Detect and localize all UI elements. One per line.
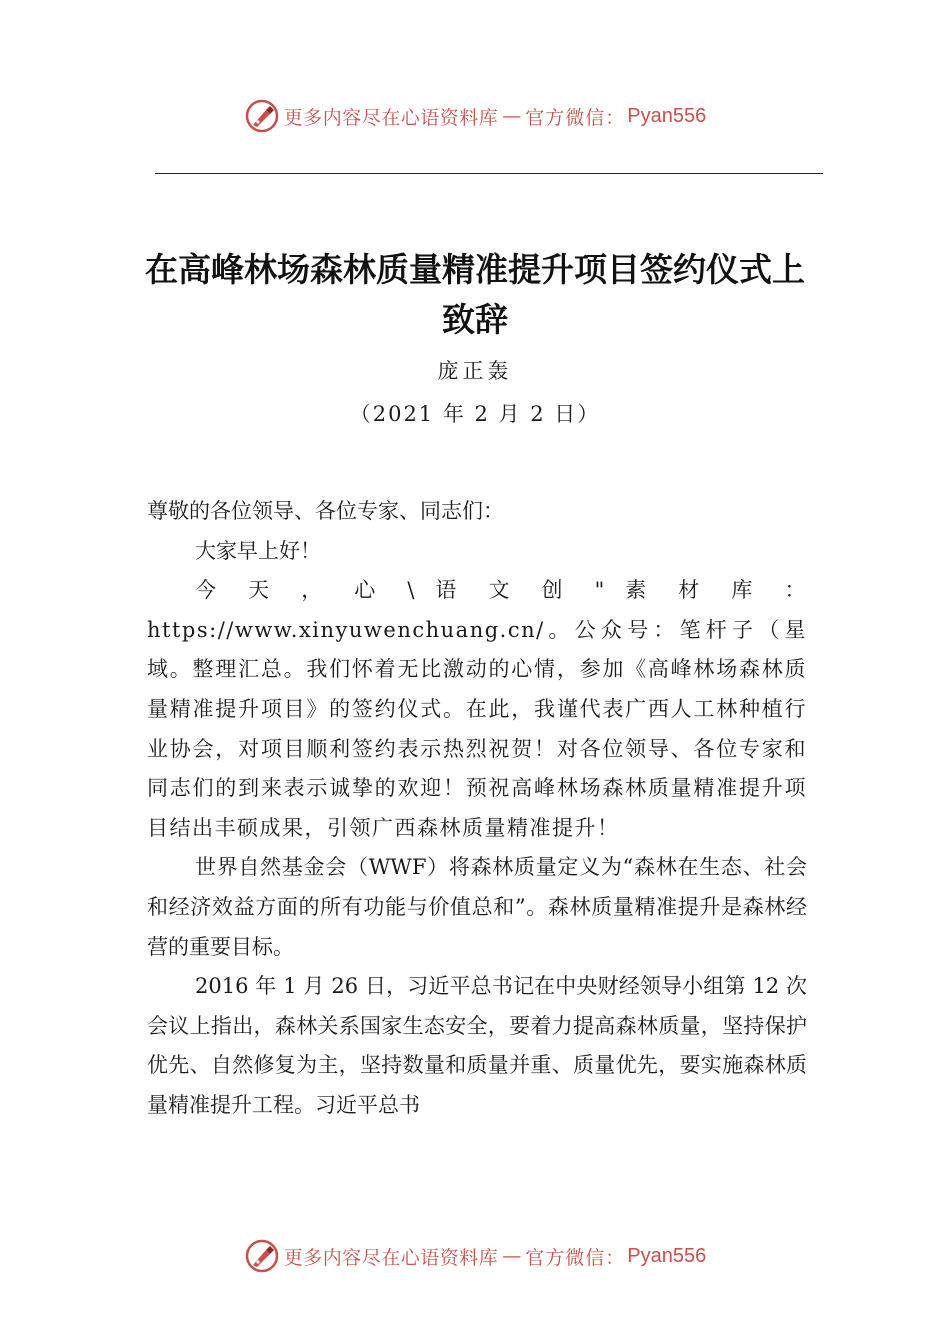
banner-dash: — xyxy=(502,1245,522,1267)
document-author: 庞正轰 xyxy=(437,359,513,383)
banner-wechat-id: Pyan556 xyxy=(627,104,707,127)
footer-banner xyxy=(0,1236,950,1276)
header-divider xyxy=(155,173,823,174)
salutation: 尊敬的各位领导、各位专家、同志们： xyxy=(147,499,504,523)
header-banner xyxy=(0,96,950,136)
banner-wechat-id: Pyan556 xyxy=(627,1244,707,1267)
banner-brand-text: 更多内容尽在心语资料库 xyxy=(283,1246,499,1269)
banner-wechat-label: 官方微信： xyxy=(525,106,626,129)
banner-wechat-label: 官方微信： xyxy=(525,1246,626,1269)
pen-nib-logo-icon xyxy=(244,1238,280,1274)
paragraph: 2016 年 1 月 26 日，习近平总书记在中央财经领导小组第 12 次会议上指出，森林关系国家生态安全，要着力提高森林质量，坚持保护优先、自然修复为主，坚持数量和质量并重、质量优先，要实施森林质量精准提升工程。习近平总书 xyxy=(147,974,807,1117)
paragraph: 今 天 ， 心 \ 语 文 创 " 素 材 库 ： https://www.xinyuwenchuang.cn/。公众号：笔杆子（星域。整理汇总。我们怀着无比激动的心情，参加《高峰林场森林质量精准提升项目》的签约仪式。在此，我谨代表广西人工林种植行业协会，对项目顺利签约表示热烈祝贺！对各位领导、各位专家和同志们的到来表示诚挚的欢迎！预祝高峰林场森林质量精准提升项目结出丰硕成果，引领广西森林质量精准提升！ xyxy=(147,578,807,840)
document-date: （2021 年 2 月 2 日） xyxy=(349,402,601,426)
banner-dash: — xyxy=(502,105,522,127)
document-body xyxy=(147,492,807,1126)
document-title: 在高峰林场森林质量精准提升项目签约仪式上致辞 xyxy=(145,250,805,339)
paragraph: 世界自然基金会（WWF）将森林质量定义为“森林在生态、社会和经济效益方面的所有功能与价值总和”。森林质量精准提升是森林经营的重要目标。 xyxy=(147,855,807,959)
pen-nib-logo-icon xyxy=(244,98,280,134)
paragraph: 大家早上好！ xyxy=(195,538,321,563)
banner-brand-text: 更多内容尽在心语资料库 xyxy=(283,106,499,129)
